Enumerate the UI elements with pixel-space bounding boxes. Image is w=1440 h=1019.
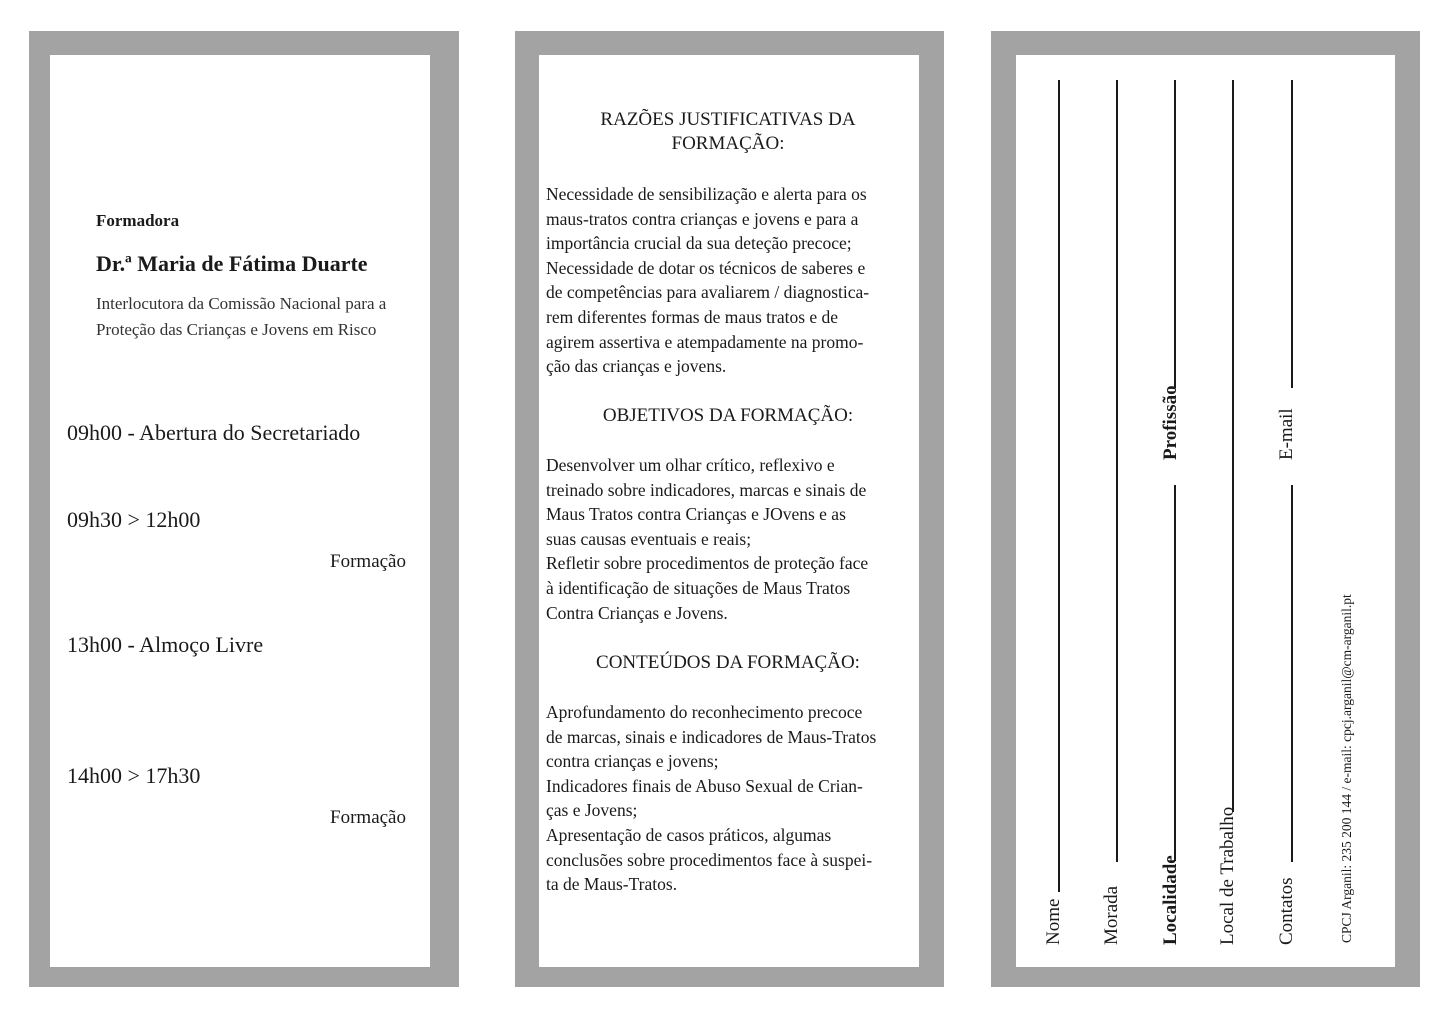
trainer-role: Interlocutora da Comissão Nacional para a Proteção das Crianças e Jovens em Risco	[96, 294, 387, 340]
email-label: E-mail	[1276, 408, 1297, 460]
text-line: rem diferentes formas de maus tratos e de	[546, 306, 839, 327]
reasons-title-line: RAZÕES JUSTIFICATIVAS DA	[600, 109, 856, 130]
middle-panel	[515, 31, 944, 987]
morada-field-line[interactable]	[1116, 80, 1118, 862]
text-line: contra crianças e jovens;	[546, 751, 719, 772]
reasons-title	[546, 108, 910, 156]
email-field-line[interactable]	[1291, 80, 1293, 388]
text-line: ção das crianças e jovens.	[546, 356, 727, 377]
contents-text	[546, 700, 910, 897]
middle-panel-content	[539, 55, 919, 967]
nome-label: Nome	[1043, 898, 1064, 945]
text-line: conclusões sobre procedimentos face à suspei-	[546, 849, 873, 870]
reasons-text	[546, 182, 910, 379]
localidade-label: Localidade	[1160, 855, 1181, 945]
schedule-item-time: 09h30 > 12h00	[67, 507, 201, 532]
text-line: de competências para avaliarem / diagnostica-	[546, 282, 870, 303]
text-line: Necessidade de dotar os técnicos de saberes e	[546, 257, 866, 278]
text-line: Aprofundamento do reconhecimento precoce	[546, 702, 863, 722]
registration-panel	[991, 31, 1420, 987]
profissao-field-line[interactable]	[1174, 80, 1176, 388]
text-line: Indicadores finais de Abuso Sexual de Crian-	[546, 775, 863, 796]
localidade-field-line[interactable]	[1174, 485, 1176, 861]
text-line: ças e Jovens;	[546, 800, 638, 821]
text-line: Maus Tratos contra Crianças e JOvens e as	[546, 504, 846, 525]
objectives-text	[546, 453, 910, 625]
schedule-item-time: 13h00 - Almoço Livre	[67, 632, 264, 657]
schedule-item-time: 09h00 - Abertura do Secretariado	[67, 420, 361, 445]
contatos-field-line[interactable]	[1291, 485, 1293, 862]
text-line: importância crucial da sua deteção precoce;	[546, 233, 852, 254]
local-trabalho-field-line[interactable]	[1232, 80, 1234, 812]
text-line: treinado sobre indicadores, marcas e sinais de	[546, 479, 867, 500]
schedule-item-activity: Formação	[330, 551, 406, 572]
schedule-item-time: 14h00 > 17h30	[67, 763, 201, 788]
text-line: Contra Crianças e Jovens.	[546, 602, 728, 623]
contatos-label: Contatos	[1276, 877, 1297, 945]
text-line: ta de Maus-Tratos.	[546, 874, 678, 895]
reasons-title-line: FORMAÇÃO:	[671, 133, 785, 154]
text-line: à identificação de situações de Maus Tratos	[546, 577, 851, 598]
text-line: Desenvolver um olhar crítico, reflexivo e	[546, 455, 835, 475]
profissao-label: Profissão	[1160, 385, 1181, 460]
trainer-name: Dr.ª Maria de Fátima Duarte	[96, 251, 368, 276]
objectives-title: OBJETIVOS DA FORMAÇÃO:	[602, 405, 854, 426]
text-line: agirem assertiva e atempadamente na promo-	[546, 331, 864, 352]
left-panel	[29, 31, 459, 987]
registration-form	[1016, 55, 1395, 967]
nome-field-line[interactable]	[1058, 80, 1060, 892]
trainer-label: Formadora	[96, 211, 180, 230]
reasons-section	[546, 108, 910, 156]
local-trabalho-label: Local de Trabalho	[1217, 806, 1238, 945]
text-line: Necessidade de sensibilização e alerta para os	[546, 184, 867, 204]
text-line: maus-tratos contra crianças e jovens e para a	[546, 208, 859, 229]
contact-info: CPCJ Arganil: 235 200 144 / e-mail: cpcj.arganil@cm-arganil.pt	[1339, 594, 1354, 943]
text-line: Refletir sobre procedimentos de proteção face	[546, 553, 869, 574]
left-panel-content	[50, 55, 430, 967]
schedule-item-activity: Formação	[330, 807, 406, 828]
text-line: de marcas, sinais e indicadores de Maus-Tratos	[546, 726, 877, 747]
morada-label: Morada	[1101, 885, 1122, 945]
contents-title: CONTEÚDOS DA FORMAÇÃO:	[596, 652, 860, 673]
text-line: suas causas eventuais e reais;	[546, 528, 752, 549]
text-line: Apresentação de casos práticos, algumas	[546, 824, 832, 845]
